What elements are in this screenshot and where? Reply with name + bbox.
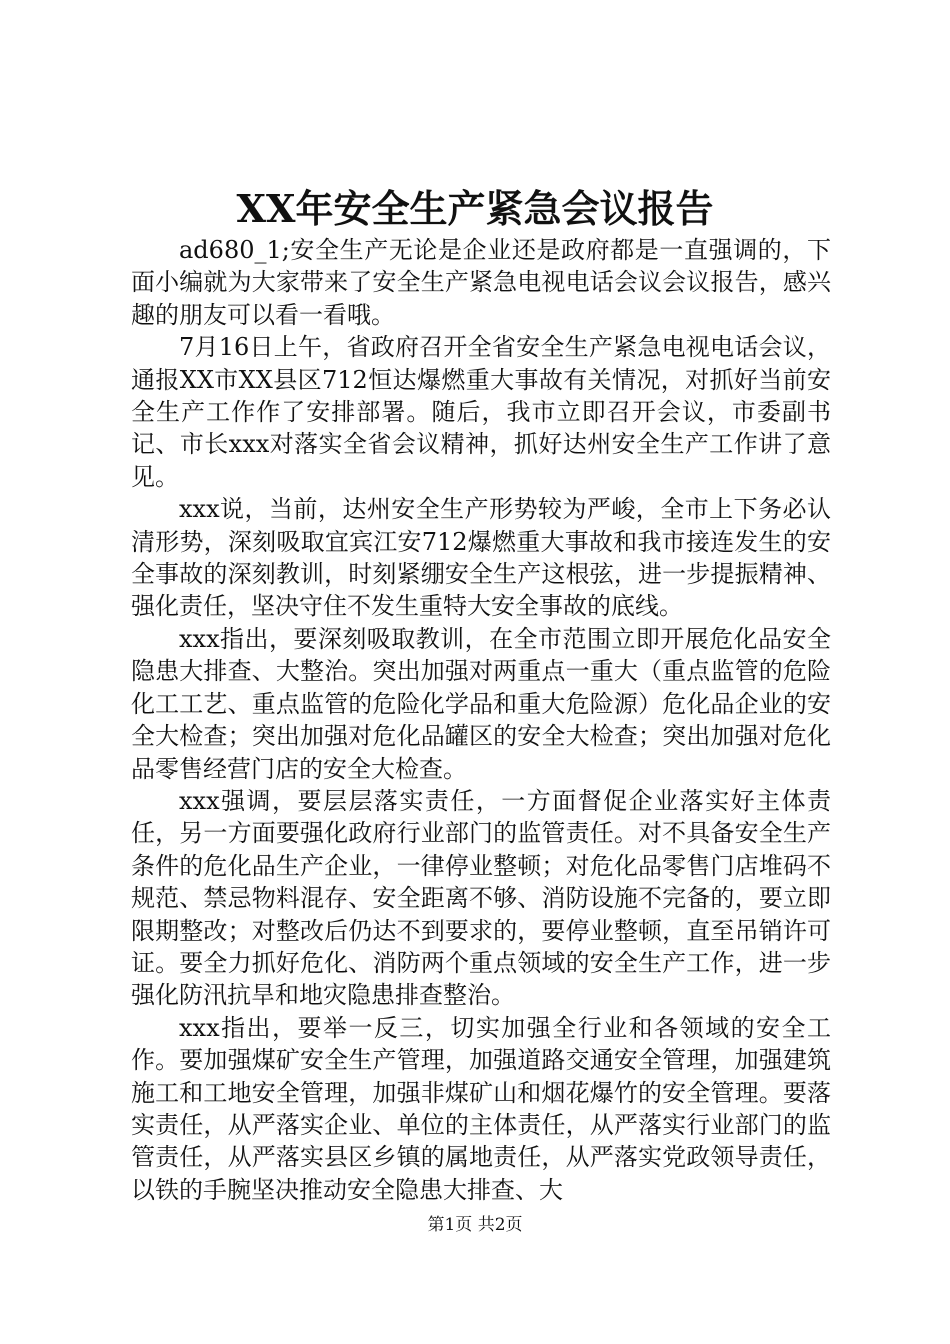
paragraph-inspection: xxx指出，要深刻吸取教训，在全市范围立即开展危化品安全隐患大排查、大整治。突出加强对两重点一重大（重点监管的危险化工工艺、重点监管的危险化学品和重大危险源）危化品企业的安全大检查；突出加强对危化品罐区的安全大检查；突出加强对危化品零售经营门店的安全大检查。 xyxy=(131,624,831,783)
paragraph-all-sectors: xxx指出，要举一反三，切实加强全行业和各领域的安全工作。要加强煤矿安全生产管理，加强道路交通安全管理，加强建筑施工和工地安全管理，加强非煤矿山和烟花爆竹的安全管理。要落实责任，从严落实企业、单位的主体责任，从严落实行业部门的监管责任，从严落实县区乡镇的属地责任，从严落实党政领导责任，以铁的手腕坚决推动安全隐患大排查、大 xyxy=(131,1013,831,1204)
document-body xyxy=(131,234,831,1206)
document-title: XX年安全生产紧急会议报告 xyxy=(236,186,714,231)
paragraph-meeting: 7月16日上午，省政府召开全省安全生产紧急电视电话会议，通报XX市XX县区712恒达爆燃重大事故有关情况，对抓好当前安全生产工作作了安排部署。随后，我市立即召开会议，市委副书记、市长xxx对落实全省会议精神，抓好达州安全生产工作讲了意见。 xyxy=(131,333,831,491)
page-number-footer: 第1页 共2页 xyxy=(427,1215,523,1235)
paragraph-responsibility: xxx强调，要层层落实责任，一方面督促企业落实好主体责任，另一方面要强化政府行业部门的监管责任。对不具备安全生产条件的危化品生产企业，一律停业整顿；对危化品零售门店堆码不规范、禁忌物料混存、安全距离不够、消防设施不完备的，要立即限期整改；对整改后仍达不到要求的，要停业整顿，直至吊销许可证。要全力抓好危化、消防两个重点领域的安全生产工作，进一步强化防汛抗旱和地灾隐患排查整治。 xyxy=(131,786,831,1010)
paragraph-intro: ad680_1;安全生产无论是企业还是政府都是一直强调的，下面小编就为大家带来了安全生产紧急电视电话会议会议报告，感兴趣的朋友可以看一看哦。 xyxy=(131,236,831,329)
paragraph-situation: xxx说，当前，达州安全生产形势较为严峻，全市上下务必认清形势，深刻吸取宜宾江安712爆燃重大事故和我市接连发生的安全事故的深刻教训，时刻紧绷安全生产这根弦，进一步提振精神、强化责任，坚决守住不发生重特大安全事故的底线。 xyxy=(131,495,831,621)
